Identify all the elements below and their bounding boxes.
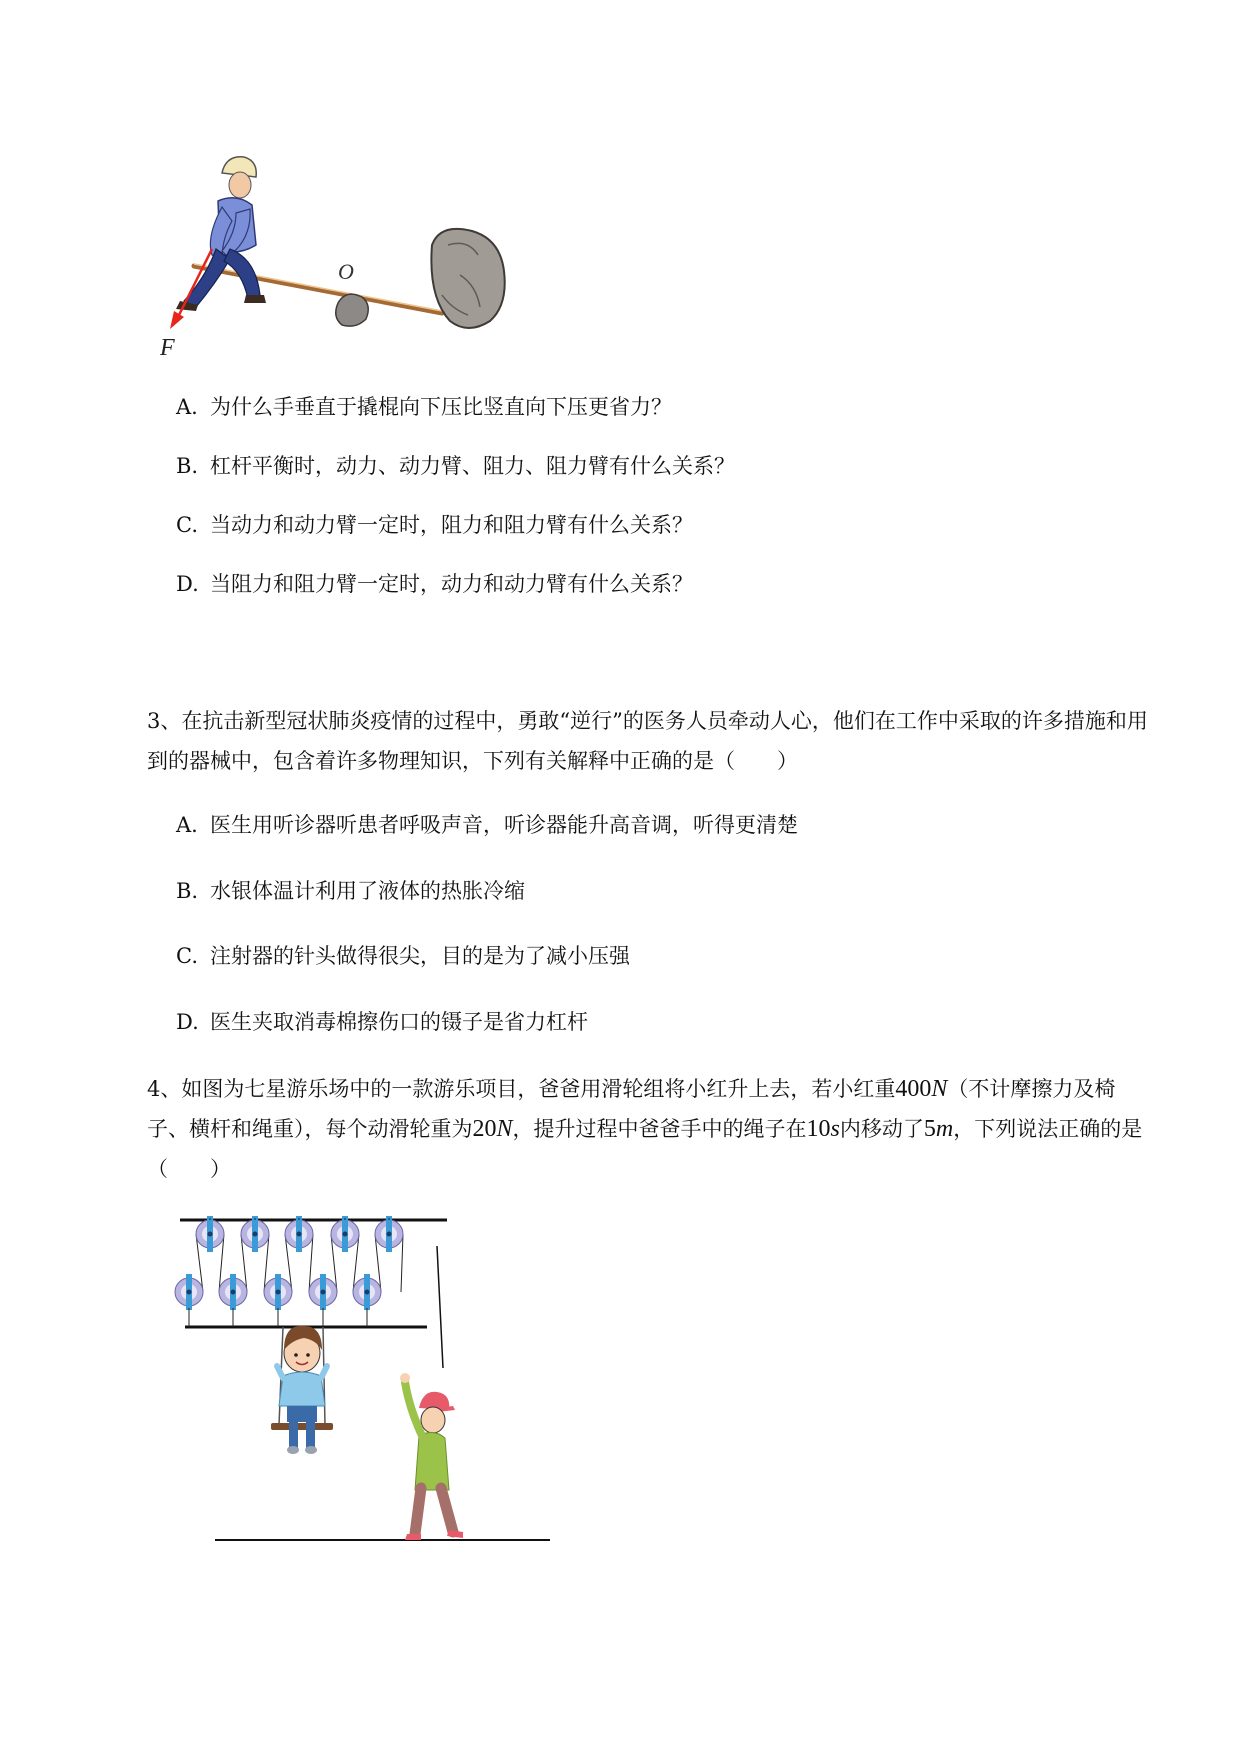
q2-option-c[interactable]: [176, 510, 693, 540]
unit: m: [935, 1116, 954, 1142]
q3-option-a[interactable]: [176, 810, 798, 840]
movable-pulley: [264, 1274, 292, 1310]
movable-pulley: [175, 1274, 203, 1310]
movable-pulley: [219, 1274, 247, 1310]
option-text: 水银体温计利用了液体的热胀冷缩: [210, 879, 525, 903]
option-letter: A.: [176, 813, 198, 837]
q2-option-b[interactable]: [176, 451, 735, 481]
unit: N: [496, 1116, 513, 1142]
option-text: 为什么手垂直于撬棍向下压比竖直向下压更省力？: [210, 395, 672, 419]
option-letter: C.: [176, 944, 198, 968]
pulley-weight-value: [473, 1116, 513, 1142]
rope-segment: [401, 1234, 403, 1292]
swing-seat: [271, 1423, 333, 1430]
option-text: 杠杆平衡时，动力、动力臂、阻力、阻力臂有什么关系？: [210, 454, 735, 478]
effort-rope: [437, 1246, 443, 1368]
q3-stem: 3、在抗击新型冠状肺炎疫情的过程中，勇敢“逆行”的医务人员牵动人心，他们在工作中采取的许多措施和用到的器械中，包含着许多物理知识，下列有关解释中正确的是（ ）: [147, 709, 1148, 773]
q3-option-b[interactable]: [176, 876, 525, 906]
q3-option-c[interactable]: [176, 941, 630, 971]
number: 20: [472, 1116, 497, 1142]
q4-text-5: ，下列说法正确的是（ ）: [147, 1117, 1143, 1181]
man-figure: [400, 1373, 463, 1540]
option-letter: D.: [176, 1010, 199, 1034]
movable-pulley: [353, 1274, 381, 1310]
time-value: [807, 1116, 840, 1142]
q4-text-3: ，提升过程中爸爸手中的绳子在: [512, 1117, 807, 1141]
q3-option-d[interactable]: [176, 1007, 588, 1037]
distance-value: [924, 1116, 953, 1142]
option-letter: A.: [176, 395, 198, 419]
weight-value: [895, 1076, 947, 1102]
option-text: 当动力和动力臂一定时，阻力和阻力臂有什么关系？: [210, 513, 693, 537]
movable-pulley: [309, 1274, 337, 1310]
q4-text-4: 内移动了: [839, 1117, 924, 1141]
pulley-figure: [175, 1210, 555, 1550]
q4-text-2: （不计摩擦力及椅子、横杆和绳重），每个动滑轮重为: [147, 1077, 1116, 1141]
lever-figure: [160, 145, 510, 395]
unit: N: [931, 1076, 948, 1102]
lever-bar: [194, 266, 442, 313]
number: 10: [806, 1116, 831, 1142]
option-text: 注射器的针头做得很尖，目的是为了减小压强: [210, 944, 630, 968]
q2-option-d[interactable]: [176, 569, 693, 599]
option-letter: C.: [176, 513, 198, 537]
pulley-group: [175, 1216, 403, 1327]
unit: s: [830, 1116, 840, 1142]
q2-option-a[interactable]: [176, 392, 672, 422]
q4-text-1: 4、如图为七星游乐场中的一款游乐项目，爸爸用滑轮组将小红升上去，若小红重: [147, 1077, 896, 1101]
option-letter: B.: [176, 454, 199, 478]
q4-stem: [147, 1069, 1157, 1189]
option-text: 当阻力和阻力臂一定时，动力和动力臂有什么关系？: [210, 572, 693, 596]
fulcrum-label: O: [338, 259, 354, 284]
option-text: 医生用听诊器听患者呼吸声音，听诊器能升高音调，听得更清楚: [210, 813, 798, 837]
option-letter: D.: [176, 572, 199, 596]
force-label: F: [160, 335, 175, 361]
fulcrum-stone: [336, 294, 369, 326]
worker-figure: [176, 157, 266, 311]
number: 5: [923, 1116, 936, 1142]
option-letter: B.: [176, 879, 199, 903]
number: 400: [895, 1076, 932, 1102]
boy-figure: [277, 1326, 327, 1454]
option-text: 医生夹取消毒棉擦伤口的镊子是省力杠杆: [210, 1010, 588, 1034]
